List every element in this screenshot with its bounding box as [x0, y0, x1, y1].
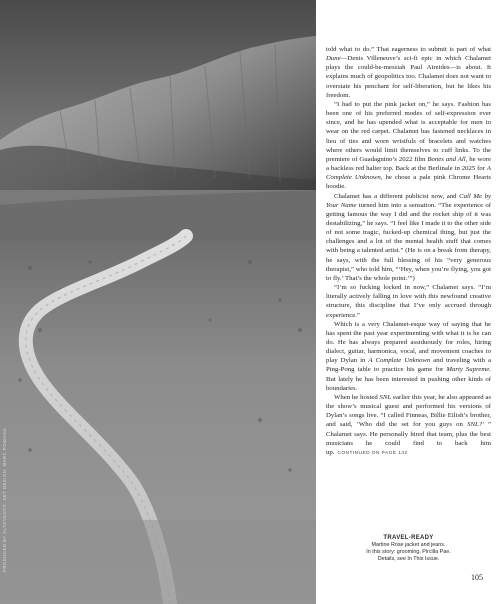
paragraph	[326, 45, 491, 100]
text: turned him into a sensation. “The experience of getting famous the way I did and the rocket ship of it was destabilizing,” he says. “I feel like I made it to the other side of not some tragic, fucked-up chemical thing, but just the challenges and a lot of the mental health stuff that comes with being a talented artist.” (He is on a break from therapy, he says, with the full blessing of his “very generous therapist,” who told him, “‘Hey, when you’re flying, you got to fly.’ That’s the whole point.’”)	[326, 201, 491, 282]
text: —Denis Villeneuve’s sci-fi epic in which Chalamet plays the could-be-messiah Paul Atreides—is about. It explains much of geopolitics too. Chalamet does not want to overstate his penchant for self-liberation, but he likes his freedom.	[326, 55, 491, 99]
caption-heading: TRAVEL-READY	[383, 535, 434, 541]
caption-line: Martine Rose jacket and jeans.	[371, 542, 446, 548]
text: earlier this year, he also appeared as the show’s musical guest and performed his versions of Dylan’s songs live. “I called Finneas, Billie Eilish’s brother, and said, ‘Who did the set for you guys on	[326, 393, 491, 429]
article-body	[326, 45, 491, 458]
italic-title: SNL?	[467, 421, 483, 429]
paragraph	[326, 192, 491, 284]
italic-title: A Complete Unknown	[368, 357, 431, 365]
page-number: 105	[471, 573, 483, 582]
text: When he hosted	[334, 393, 380, 401]
caption-line: In this story: grooming, Pircilla Pae.	[366, 549, 451, 556]
paragraph	[326, 393, 491, 458]
text: and traveling with a Ping-Pong table to practice his game for	[326, 357, 491, 374]
photo-caption	[326, 534, 491, 564]
italic-title: A Complete Unknown,	[326, 165, 491, 182]
text: “I had to put the pink jacket on,” he says. Fashion has been one of his preferred modes of self-expression ever since, and he has upended what is acceptable for men to wear on the red carpet. Chalamet has fastened necklaces in lieu of ties and worn wristfuls of bracelets and watches where others would limit themselves to cuff links. To the premiere of Guadagnino’s 2022 film	[326, 100, 491, 163]
italic-title: SNL	[379, 393, 392, 401]
text: he chose a pale pink Chrome Hearts hoodie.	[326, 174, 492, 191]
continued-link[interactable]: CONTINUED ON PAGE 142	[337, 450, 408, 456]
paragraph	[326, 320, 491, 393]
italic-title: Marty Supreme.	[446, 366, 491, 374]
italic-title: Call Me by Your Name	[326, 192, 492, 209]
text: told what to do.” That eagerness to submit is part of what	[326, 46, 491, 53]
italic-title: Dune	[326, 55, 341, 63]
text: But lately he has been interested in pushing other kinds of boundaries.	[326, 375, 491, 392]
paragraph: “I’m so fucking locked in now,” Chalamet says. “I’m literally actively falling in love with this newfound creative structure, this discipline that I’ve only accrued through experience.”	[326, 284, 491, 319]
caption-line: Details, see In This Issue.	[377, 556, 440, 563]
italic-title: Bones and All,	[427, 155, 468, 163]
text: ’ ” Chalamet says. He personally hired that team, plus the best musicians he could find to back him up.	[326, 421, 491, 456]
text: he wore a backless red halter top. Back at the Berlinale in 2025 for	[326, 155, 491, 173]
paragraph	[326, 100, 491, 192]
text: Which is a very Chalamet-esque way of saying that he has spent the past year experimenting with what it is he can do. He has always prepared assiduously for roles, hiring dialect, guitar, harmonica, vocal, and movement coaches to play Dylan in	[326, 320, 491, 365]
text: Chalamet has a different publicist now, and	[334, 192, 460, 200]
photo-credit: PRODUCED BY ALTOVENTO. SET DESIGN: MARC POWANG.	[2, 426, 7, 572]
